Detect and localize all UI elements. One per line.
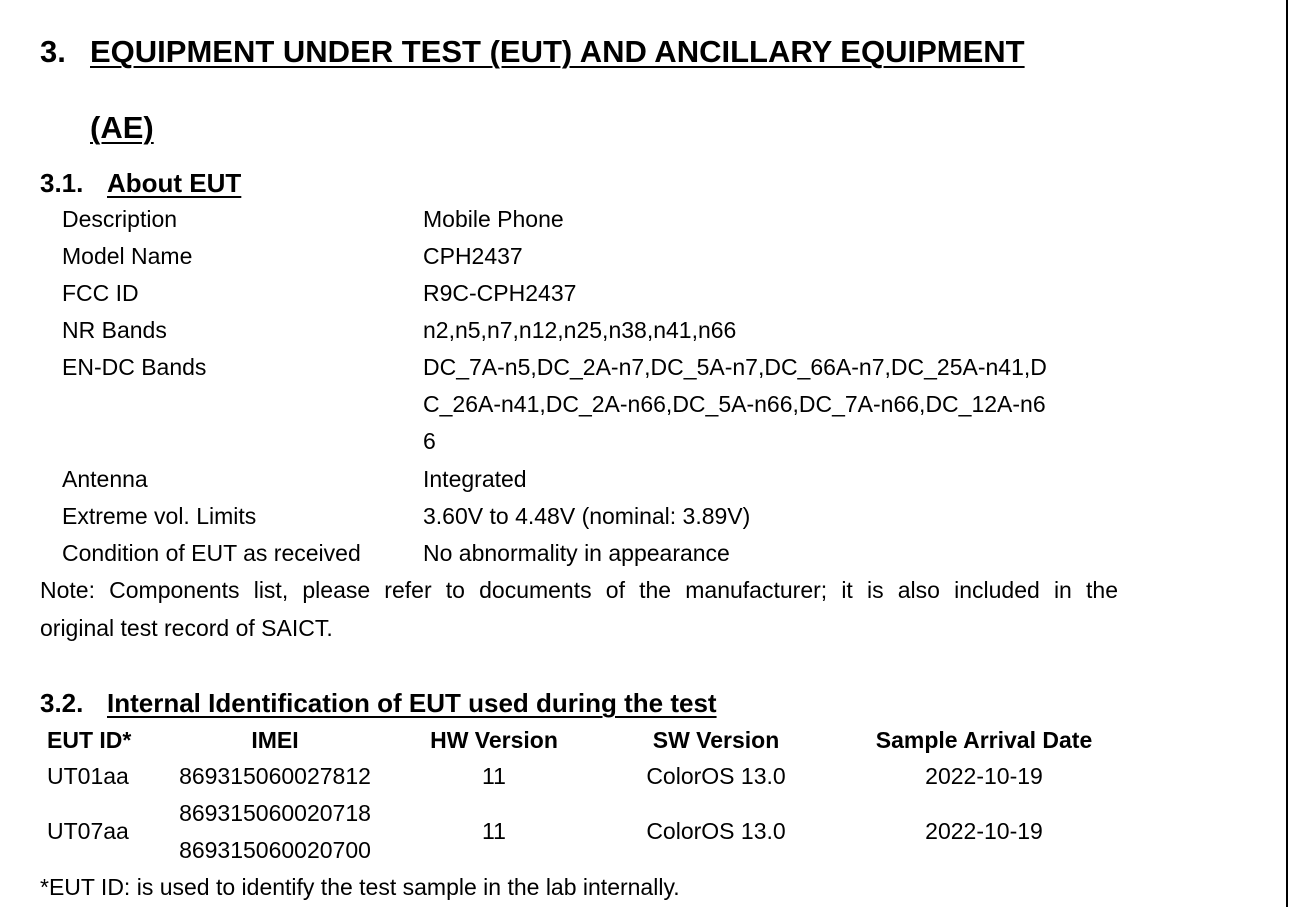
cell-imei: 869315060020718 (179, 800, 371, 826)
page-right-border (1286, 0, 1288, 907)
cell-sw-version: ColorOS 13.0 (646, 818, 786, 844)
label-description: Description (62, 206, 178, 232)
value-nr-bands: n2,n5,n7,n12,n25,n38,n41,n66 (423, 317, 737, 343)
header-eut-id: EUT ID* (47, 727, 132, 753)
value-antenna: Integrated (423, 466, 527, 492)
label-model-name: Model Name (62, 243, 193, 269)
cell-hw-version: 11 (482, 818, 506, 844)
value-model-name: CPH2437 (423, 243, 523, 269)
section-3-number: 3. (40, 34, 66, 69)
cell-arrival-date: 2022-10-19 (925, 763, 1043, 789)
label-extreme-vol-limits: Extreme vol. Limits (62, 503, 257, 529)
section-3-title-cont: (AE) (90, 110, 154, 145)
value-extreme-vol-limits: 3.60V to 4.48V (nominal: 3.89V) (423, 503, 751, 529)
components-note-line2: original test record of SAICT. (40, 615, 333, 641)
cell-imei: 869315060020700 (179, 837, 371, 863)
cell-imei: 869315060027812 (179, 763, 371, 789)
section-3-1-number: 3.1. (40, 168, 84, 198)
value-en-dc-bands-line3: 6 (423, 428, 436, 454)
header-hw-version: HW Version (430, 727, 558, 753)
section-3-2-title: Internal Identification of EUT used during the test (107, 688, 717, 718)
components-note-line1: Note: Components list, please refer to documents of the manufacturer; it is also included in the (40, 577, 1118, 603)
section-3-2-number: 3.2. (40, 688, 84, 718)
cell-eut-id: UT01aa (47, 763, 129, 789)
value-description: Mobile Phone (423, 206, 564, 232)
value-fcc-id: R9C-CPH2437 (423, 280, 577, 306)
section-3-1-title: About EUT (107, 168, 242, 198)
value-en-dc-bands-line2: C_26A-n41,DC_2A-n66,DC_5A-n66,DC_7A-n66,DC_12A-n6 (423, 391, 1046, 417)
label-nr-bands: NR Bands (62, 317, 167, 343)
label-fcc-id: FCC ID (62, 280, 139, 306)
cell-hw-version: 11 (482, 763, 506, 789)
header-sample-arrival-date: Sample Arrival Date (875, 727, 1093, 753)
label-en-dc-bands: EN-DC Bands (62, 354, 207, 380)
value-condition: No abnormality in appearance (423, 540, 730, 566)
cell-eut-id: UT07aa (47, 818, 129, 844)
section-3-title: EQUIPMENT UNDER TEST (EUT) AND ANCILLARY EQUIPMENT (90, 34, 1025, 69)
label-condition: Condition of EUT as received (62, 540, 361, 566)
header-sw-version: SW Version (652, 727, 780, 753)
cell-arrival-date: 2022-10-19 (925, 818, 1043, 844)
label-antenna: Antenna (62, 466, 148, 492)
header-imei: IMEI (251, 727, 299, 753)
cell-sw-version: ColorOS 13.0 (646, 763, 786, 789)
eut-id-footnote: *EUT ID: is used to identify the test sample in the lab internally. (40, 874, 680, 900)
value-en-dc-bands-line1: DC_7A-n5,DC_2A-n7,DC_5A-n7,DC_66A-n7,DC_25A-n41,D (423, 354, 1047, 380)
